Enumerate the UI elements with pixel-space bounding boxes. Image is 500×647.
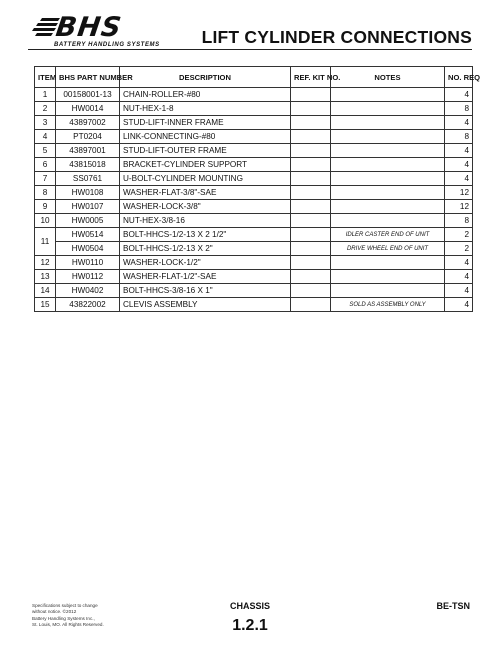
cell-item: 15 [35, 298, 56, 312]
cell-description: U-BOLT-CYLINDER MOUNTING [120, 172, 291, 186]
copyright-line: Battery Handling Systems Inc., [32, 615, 95, 621]
cell-part-number: 43822002 [56, 298, 120, 312]
cell-description: LINK-CONNECTING-#80 [120, 130, 291, 144]
cell-description: BOLT-HHCS-1/2-13 X 2 1/2" [120, 228, 291, 242]
cell-qty: 8 [445, 102, 473, 116]
column-header-description: DESCRIPTION [120, 67, 291, 88]
cell-description: BOLT-HHCS-1/2-13 X 2" [120, 242, 291, 256]
cell-notes [331, 102, 445, 116]
cell-ref-kit [291, 284, 331, 298]
cell-part-number: 43815018 [56, 158, 120, 172]
bhs-logo [28, 12, 163, 50]
cell-item: 13 [35, 270, 56, 284]
cell-notes [331, 284, 445, 298]
table-row [35, 270, 473, 284]
cell-part-number: HW0014 [56, 102, 120, 116]
cell-ref-kit [291, 144, 331, 158]
table-row [35, 242, 473, 256]
cell-notes [331, 186, 445, 200]
cell-part-number: HW0402 [56, 284, 120, 298]
table-row [35, 144, 473, 158]
cell-notes [331, 158, 445, 172]
cell-description: WASHER-LOCK-3/8" [120, 200, 291, 214]
cell-qty: 4 [445, 172, 473, 186]
cell-item: 3 [35, 116, 56, 130]
copyright-line: St. Louis, MO. All Rights Reserved. [32, 622, 104, 628]
table-row [35, 228, 473, 242]
cell-qty: 8 [445, 130, 473, 144]
cell-qty: 4 [445, 298, 473, 312]
cell-part-number: HW0504 [56, 242, 120, 256]
cell-part-number: HW0005 [56, 214, 120, 228]
table-row [35, 256, 473, 270]
cell-item: 14 [35, 284, 56, 298]
table-row [35, 102, 473, 116]
cell-item: 6 [35, 158, 56, 172]
table-row [35, 284, 473, 298]
parts-table [34, 66, 481, 312]
cell-part-number: 43897002 [56, 116, 120, 130]
cell-ref-kit [291, 130, 331, 144]
cell-item: 8 [35, 186, 56, 200]
cell-ref-kit [291, 298, 331, 312]
cell-item: 4 [35, 130, 56, 144]
table-row [35, 116, 473, 130]
cell-qty: 4 [445, 116, 473, 130]
cell-qty: 4 [445, 270, 473, 284]
cell-ref-kit [291, 116, 331, 130]
cell-ref-kit [291, 214, 331, 228]
cell-item: 9 [35, 200, 56, 214]
table-header-row [35, 67, 473, 88]
column-header-ref-kit: REF. KIT NO. [291, 67, 331, 88]
cell-part-number: PT0204 [56, 130, 120, 144]
page-header [0, 0, 500, 60]
cell-description: BRACKET-CYLINDER SUPPORT [120, 158, 291, 172]
cell-notes [331, 116, 445, 130]
copyright-note [32, 603, 104, 629]
cell-qty: 2 [445, 242, 473, 256]
cell-part-number: HW0108 [56, 186, 120, 200]
cell-ref-kit [291, 186, 331, 200]
cell-notes [331, 172, 445, 186]
column-header-item: ITEM [35, 67, 56, 88]
cell-item: 11 [35, 228, 56, 256]
cell-ref-kit [291, 270, 331, 284]
page-title: LIFT CYLINDER CONNECTIONS [201, 27, 472, 47]
cell-notes: DRIVE WHEEL END OF UNIT [331, 242, 445, 256]
cell-qty: 4 [445, 256, 473, 270]
cell-ref-kit [291, 242, 331, 256]
table-row [35, 172, 473, 186]
cell-notes: SOLD AS ASSEMBLY ONLY [331, 298, 445, 312]
table-row [35, 88, 473, 102]
cell-qty: 8 [445, 214, 473, 228]
cell-ref-kit [291, 256, 331, 270]
cell-notes [331, 88, 445, 102]
copyright-line: Specifications subject to change [32, 603, 98, 608]
cell-ref-kit [291, 88, 331, 102]
cell-ref-kit [291, 102, 331, 116]
cell-qty: 4 [445, 284, 473, 298]
model-label: BE-TSN [436, 601, 470, 611]
cell-notes [331, 130, 445, 144]
cell-part-number: HW0112 [56, 270, 120, 284]
cell-qty: 2 [445, 228, 473, 242]
page-number: 1.2.1 [232, 617, 268, 634]
cell-ref-kit [291, 172, 331, 186]
column-header-qty: NO. REQ [445, 67, 473, 88]
cell-description: STUD-LIFT-OUTER FRAME [120, 144, 291, 158]
cell-item: 1 [35, 88, 56, 102]
cell-ref-kit [291, 158, 331, 172]
cell-description: BOLT-HHCS-3/8-16 X 1" [120, 284, 291, 298]
cell-description: WASHER-LOCK-1/2" [120, 256, 291, 270]
cell-description: STUD-LIFT-INNER FRAME [120, 116, 291, 130]
cell-qty: 12 [445, 200, 473, 214]
cell-description: CLEVIS ASSEMBLY [120, 298, 291, 312]
cell-item: 2 [35, 102, 56, 116]
cell-description: NUT-HEX-3/8-16 [120, 214, 291, 228]
cell-notes: IDLER CASTER END OF UNIT [331, 228, 445, 242]
cell-item: 7 [35, 172, 56, 186]
cell-part-number: HW0110 [56, 256, 120, 270]
cell-part-number: HW0514 [56, 228, 120, 242]
logo-wordmark: BHS [53, 12, 124, 43]
cell-qty: 4 [445, 144, 473, 158]
section-label: CHASSIS [229, 601, 270, 611]
cell-qty: 4 [445, 158, 473, 172]
cell-notes [331, 256, 445, 270]
cell-description: WASHER-FLAT-1/2"-SAE [120, 270, 291, 284]
cell-description: WASHER-FLAT-3/8"-SAE [120, 186, 291, 200]
cell-item: 10 [35, 214, 56, 228]
cell-notes [331, 144, 445, 158]
cell-qty: 12 [445, 186, 473, 200]
copyright-line: without notice. ©2012 [32, 609, 77, 615]
table-row [35, 186, 473, 200]
header-divider [28, 49, 472, 50]
cell-part-number: 43897001 [56, 144, 120, 158]
cell-description: CHAIN-ROLLER-#80 [120, 88, 291, 102]
cell-ref-kit [291, 228, 331, 242]
cell-description: NUT-HEX-1-8 [120, 102, 291, 116]
cell-part-number: HW0107 [56, 200, 120, 214]
cell-part-number: 00158001-13 [56, 88, 120, 102]
cell-qty: 4 [445, 88, 473, 102]
cell-ref-kit [291, 200, 331, 214]
cell-notes [331, 200, 445, 214]
cell-item: 12 [35, 256, 56, 270]
table-row [35, 298, 473, 312]
table-row [35, 214, 473, 228]
table-row [35, 200, 473, 214]
column-header-part-number: BHS PART NUMBER [56, 67, 120, 88]
cell-item: 5 [35, 144, 56, 158]
cell-notes [331, 270, 445, 284]
cell-part-number: SS0761 [56, 172, 120, 186]
table-row [35, 130, 473, 144]
cell-notes [331, 214, 445, 228]
column-header-notes: NOTES [331, 67, 445, 88]
table-row [35, 158, 473, 172]
logo-tagline: BATTERY HANDLING SYSTEMS [54, 42, 160, 48]
